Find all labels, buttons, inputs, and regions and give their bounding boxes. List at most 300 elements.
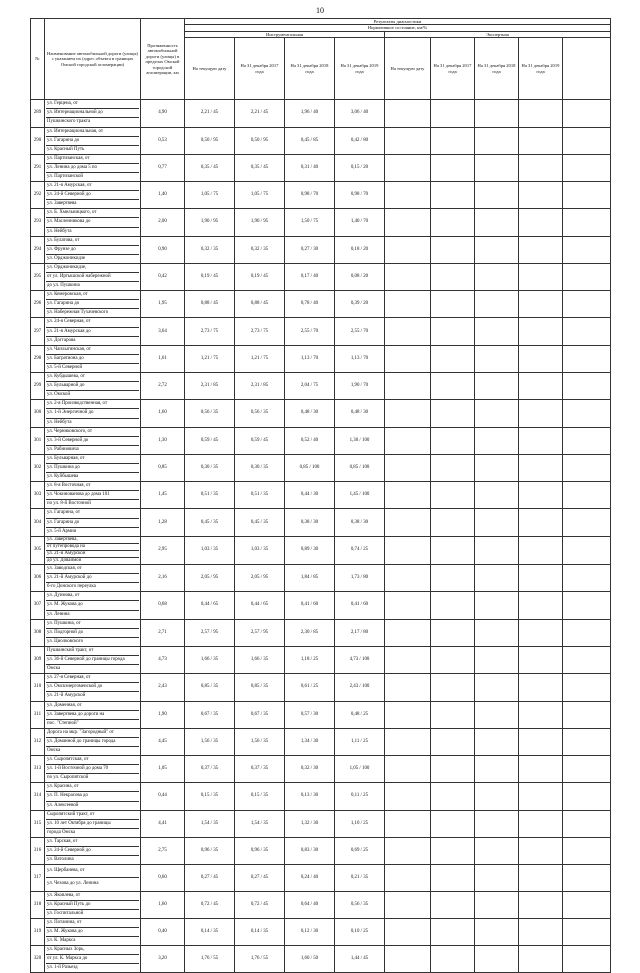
- road-name-cell: [45, 918, 141, 945]
- road-name-line: от путепровода на: [46, 544, 139, 551]
- header-num: №: [31, 19, 45, 100]
- road-name-line: ул. Орджоникидзе,: [46, 264, 139, 273]
- row-number: 297: [31, 318, 45, 345]
- road-name-line: ул. 1-й Разьезд: [47, 965, 78, 971]
- instrumental-value: 1,84 / 85: [285, 565, 335, 592]
- road-name-line: ул. Красный Путь: [47, 146, 85, 152]
- expert-value: [475, 619, 519, 646]
- expert-value: [475, 427, 519, 454]
- expert-value: [563, 182, 611, 209]
- road-length: 0,85: [141, 454, 185, 481]
- instrumental-value: 0,51 / 35: [185, 482, 235, 509]
- expert-value: [385, 756, 431, 783]
- expert-value: [385, 318, 431, 345]
- expert-value: [475, 701, 519, 728]
- instrumental-value: 1,21 / 75: [235, 345, 285, 372]
- road-length: 1,45: [141, 482, 185, 509]
- instrumental-value: 0,85 / 100: [335, 454, 385, 481]
- road-name-cell: [45, 756, 141, 783]
- instrumental-value: 3,06 / 40: [335, 100, 385, 127]
- instrumental-value: 2,21 / 45: [185, 100, 235, 127]
- road-name-line: ул. Бульварной до: [46, 382, 139, 391]
- expert-value: [475, 592, 519, 619]
- road-name-line: ул. Багратиона до: [46, 355, 139, 364]
- header-instrumental: Инструментальная: [185, 31, 385, 37]
- expert-value: [563, 482, 611, 509]
- header-normative: Нормативное состояние, км/%: [185, 25, 611, 31]
- expert-value: [475, 918, 519, 945]
- road-name-line: ул. Завертяева до дороги на: [46, 711, 139, 720]
- diagnostics-table: [30, 18, 611, 973]
- road-name-line: ул. Куйбышева: [47, 474, 79, 480]
- instrumental-value: 2,73 / 75: [185, 318, 235, 345]
- road-length: 2,16: [141, 565, 185, 592]
- table-row: [31, 783, 611, 810]
- row-number: 299: [31, 373, 45, 400]
- instrumental-value: 2,05 / 95: [235, 565, 285, 592]
- instrumental-value: 0,98 / 70: [335, 182, 385, 209]
- instrumental-value: 0,32 / 35: [235, 236, 285, 263]
- road-name-line: ул. Кемеровская, от: [46, 291, 139, 300]
- expert-value: [563, 756, 611, 783]
- road-name-line: ул. Завертяева,: [46, 537, 139, 544]
- instrumental-value: 1,90 / 70: [335, 373, 385, 400]
- road-name-line: ул. 5-й Армии: [47, 528, 77, 534]
- instrumental-value: 0,42 / 80: [335, 127, 385, 154]
- road-name-line: ул. М. Жукова до: [46, 601, 139, 610]
- road-name-cell: [45, 236, 141, 263]
- expert-value: [431, 373, 475, 400]
- expert-value: [475, 373, 519, 400]
- instrumental-value: 1,40 / 70: [335, 209, 385, 236]
- table-row: [31, 345, 611, 372]
- road-name-line: Пушкинский тракт, от: [46, 647, 139, 656]
- table-row: [31, 127, 611, 154]
- road-name-cell: [45, 728, 141, 755]
- instrumental-value: 1,32 / 30: [285, 810, 335, 837]
- instrumental-value: 0,41 / 60: [285, 592, 335, 619]
- header-2019-instrumental: На 31 декабря 2019 года: [335, 38, 385, 100]
- expert-value: [519, 100, 563, 127]
- road-name-line: ул. Госпитальной: [47, 910, 84, 916]
- road-name-line: ул. Ленина до дома 5 по: [46, 164, 139, 173]
- row-number: 289: [31, 100, 45, 127]
- header-2018-expert: На 31 декабря 2018 года: [475, 38, 519, 100]
- instrumental-value: 0,37 / 35: [185, 756, 235, 783]
- instrumental-value: 0,56 / 35: [235, 400, 285, 427]
- instrumental-value: 0,27 / 30: [285, 236, 335, 263]
- instrumental-value: 0,15 / 35: [235, 783, 285, 810]
- road-name-line: ул. Черниковского, от: [46, 428, 139, 437]
- table-row: [31, 946, 611, 973]
- road-name-line: ул. Доггарова: [47, 337, 76, 343]
- expert-value: [475, 154, 519, 181]
- instrumental-value: 0,15 / 35: [185, 783, 235, 810]
- instrumental-value: 1,90 / 95: [185, 209, 235, 236]
- road-length: 4,73: [141, 646, 185, 673]
- road-name-line: ул. Интернациональной до: [46, 109, 139, 118]
- expert-value: [385, 674, 431, 701]
- road-length: 0,42: [141, 263, 185, 290]
- instrumental-value: 0,96 / 35: [185, 837, 235, 864]
- instrumental-value: 0,41 / 60: [335, 592, 385, 619]
- expert-value: [563, 674, 611, 701]
- row-number: 302: [31, 454, 45, 481]
- road-name-line: ул. Кубдышева, от: [46, 373, 139, 382]
- road-name-line: ул. 3-й Северной до: [46, 437, 139, 446]
- road-name-line: по ул. 8-й Восточной: [47, 501, 91, 507]
- instrumental-value: 1,10 / 25: [335, 810, 385, 837]
- road-name-line: ул. Омской: [47, 392, 71, 398]
- instrumental-value: 0,24 / 40: [285, 865, 335, 891]
- instrumental-value: 0,72 / 45: [235, 891, 285, 918]
- road-name-line: ул. Красный Путь до: [46, 901, 139, 910]
- road-name-line: ул. 1-й Восточной до дома 70: [46, 765, 139, 774]
- row-number: 303: [31, 482, 45, 509]
- road-name-line: ул. Доманной до границы города: [46, 738, 139, 747]
- road-length: 4,90: [141, 100, 185, 127]
- road-length: 1,90: [141, 701, 185, 728]
- instrumental-value: 0,50 / 95: [235, 127, 285, 154]
- instrumental-value: 0,48 / 30: [285, 400, 335, 427]
- road-name-line: ул. Потанина, от: [46, 919, 139, 928]
- expert-value: [431, 837, 475, 864]
- expert-value: [519, 345, 563, 372]
- expert-value: [431, 619, 475, 646]
- instrumental-value: 0,37 / 35: [235, 756, 285, 783]
- row-number: 292: [31, 182, 45, 209]
- road-name-line: ул. Рабиновича: [47, 446, 79, 452]
- expert-value: [431, 918, 475, 945]
- expert-value: [431, 674, 475, 701]
- expert-value: [475, 236, 519, 263]
- expert-value: [563, 946, 611, 973]
- instrumental-value: 0,50 / 95: [185, 127, 235, 154]
- expert-value: [475, 783, 519, 810]
- road-name-line: ул. Орджоникидзе: [47, 255, 86, 261]
- expert-value: [563, 918, 611, 945]
- road-name-line: ул. Ленина: [47, 611, 70, 617]
- expert-value: [385, 263, 431, 290]
- instrumental-value: 0,27 / 45: [185, 865, 235, 891]
- road-length: 0,60: [141, 865, 185, 891]
- road-name-line: ул. Дуимова, от: [46, 592, 139, 601]
- instrumental-value: 0,85 / 35: [185, 674, 235, 701]
- row-number: 310: [31, 674, 45, 701]
- expert-value: [475, 400, 519, 427]
- road-name-cell: [45, 946, 141, 973]
- table-row: [31, 400, 611, 427]
- expert-value: [519, 127, 563, 154]
- instrumental-value: 2,31 / 85: [185, 373, 235, 400]
- expert-value: [385, 728, 431, 755]
- expert-value: [563, 865, 611, 891]
- road-name-line: ул. Заводская, от: [46, 565, 139, 574]
- expert-value: [563, 837, 611, 864]
- expert-value: [385, 236, 431, 263]
- expert-value: [519, 236, 563, 263]
- road-name-line: Сыропятский тракт, от: [46, 811, 139, 820]
- road-name-line: ул. Пушкина, от: [46, 620, 139, 629]
- table-row: [31, 536, 611, 564]
- instrumental-value: 0,72 / 45: [185, 891, 235, 918]
- row-number: 317: [31, 865, 45, 891]
- instrumental-value: 0,14 / 35: [185, 918, 235, 945]
- road-name-cell: [45, 646, 141, 673]
- road-name-line: ул. Ватолина: [47, 857, 74, 863]
- road-name-line: ул. Циолковского: [47, 638, 84, 644]
- row-number: 319: [31, 918, 45, 945]
- instrumental-value: 0,83 / 30: [285, 837, 335, 864]
- road-name-line: ул. Щербанева, от: [46, 865, 139, 878]
- table-row: [31, 646, 611, 673]
- instrumental-value: 1,05 / 75: [235, 182, 285, 209]
- instrumental-value: 1,90 / 95: [235, 209, 285, 236]
- table-row: [31, 209, 611, 236]
- table-row: [31, 291, 611, 318]
- road-name-line: до ул. Пушкина: [47, 283, 80, 289]
- road-name-line: ул. Доменная, от: [46, 702, 139, 711]
- road-name-line: б-го Донского переулка: [47, 584, 96, 590]
- expert-value: [563, 646, 611, 673]
- expert-value: [385, 127, 431, 154]
- header-ondate-instrumental: На текущую дату: [185, 38, 235, 100]
- instrumental-value: 0,12 / 30: [285, 918, 335, 945]
- table-row: [31, 373, 611, 400]
- header-2019-expert: На 31 декабря 2019 года: [519, 38, 563, 100]
- expert-value: [519, 509, 563, 536]
- road-name-cell: [45, 318, 141, 345]
- instrumental-value: 0,13 / 30: [285, 783, 335, 810]
- instrumental-value: 1,13 / 70: [285, 345, 335, 372]
- instrumental-value: 1,44 / 45: [335, 946, 385, 973]
- expert-value: [385, 646, 431, 673]
- instrumental-value: 0,30 / 35: [235, 454, 285, 481]
- expert-value: [475, 345, 519, 372]
- expert-value: [385, 154, 431, 181]
- expert-value: [475, 865, 519, 891]
- expert-value: [431, 100, 475, 127]
- expert-value: [385, 619, 431, 646]
- road-name-cell: [45, 509, 141, 536]
- instrumental-value: 0,08 / 20: [335, 263, 385, 290]
- expert-value: [431, 592, 475, 619]
- instrumental-value: 0,17 / 40: [285, 263, 335, 290]
- road-name-line: от ул. К. Маркса до: [46, 955, 139, 964]
- road-length: 3,20: [141, 946, 185, 973]
- expert-value: [431, 427, 475, 454]
- road-length: 1,40: [141, 182, 185, 209]
- instrumental-value: 2,17 / 80: [335, 619, 385, 646]
- road-name-line: Омска: [47, 747, 61, 753]
- page-number: 10: [316, 6, 324, 15]
- instrumental-value: 1,56 / 35: [235, 728, 285, 755]
- row-number: 306: [31, 565, 45, 592]
- instrumental-value: 4,73 / 100: [335, 646, 385, 673]
- road-name-line: ул. 2-я Производственная, от: [46, 400, 139, 409]
- expert-value: [385, 783, 431, 810]
- expert-value: [385, 400, 431, 427]
- expert-value: [563, 728, 611, 755]
- row-number: 308: [31, 619, 45, 646]
- road-length: 2,75: [141, 837, 185, 864]
- road-name-cell: [45, 865, 141, 891]
- road-name-line: ул. К. Маркса: [47, 938, 76, 944]
- row-number: 314: [31, 783, 45, 810]
- road-length: 4,45: [141, 728, 185, 755]
- road-name-line: ул. Тарская, от: [46, 838, 139, 847]
- expert-value: [519, 646, 563, 673]
- road-name-line: ул. Бульварная, от: [46, 455, 139, 464]
- expert-value: [385, 837, 431, 864]
- instrumental-value: 0,52 / 40: [285, 427, 335, 454]
- road-name-line: ул. Гагарина до: [46, 300, 139, 309]
- road-length: 2,00: [141, 209, 185, 236]
- instrumental-value: 1,34 / 30: [285, 728, 335, 755]
- road-name-line: Омска: [47, 666, 61, 672]
- road-name-cell: [45, 837, 141, 864]
- road-length: 0,90: [141, 236, 185, 263]
- instrumental-value: 0,38 / 30: [285, 509, 335, 536]
- road-name-line: ул. 21-я Амурская, от: [46, 182, 139, 191]
- expert-value: [431, 946, 475, 973]
- instrumental-value: 2,73 / 75: [235, 318, 285, 345]
- instrumental-value: 2,21 / 45: [235, 100, 285, 127]
- row-number: 312: [31, 728, 45, 755]
- instrumental-value: 0,39 / 20: [335, 291, 385, 318]
- header-length: Протяженность автомобильной дороги (улицы) в пределах Омской городской агломерации, км: [141, 19, 185, 100]
- expert-value: [475, 536, 519, 564]
- road-name-line: ул. 21-й Амурской до: [46, 574, 139, 583]
- table-row: [31, 918, 611, 945]
- header-ondate-expert: На текущую дату: [385, 38, 431, 100]
- expert-value: [519, 400, 563, 427]
- instrumental-value: 0,59 / 45: [235, 427, 285, 454]
- road-name-cell: [45, 619, 141, 646]
- expert-value: [431, 209, 475, 236]
- table-row: [31, 454, 611, 481]
- instrumental-value: 0,45 / 35: [235, 509, 285, 536]
- road-length: 2,95: [141, 536, 185, 564]
- expert-value: [563, 263, 611, 290]
- instrumental-value: 0,19 / 45: [185, 263, 235, 290]
- road-name-line: ул. Подгорной до: [46, 629, 139, 638]
- instrumental-value: 0,64 / 40: [285, 891, 335, 918]
- row-number: 300: [31, 400, 45, 427]
- expert-value: [563, 454, 611, 481]
- expert-value: [431, 127, 475, 154]
- road-length: 2,43: [141, 674, 185, 701]
- instrumental-value: 0,14 / 35: [235, 918, 285, 945]
- road-name-cell: [45, 482, 141, 509]
- expert-value: [563, 100, 611, 127]
- expert-value: [475, 127, 519, 154]
- row-number: 309: [31, 646, 45, 673]
- expert-value: [519, 454, 563, 481]
- expert-value: [385, 701, 431, 728]
- expert-value: [519, 482, 563, 509]
- table-row: [31, 427, 611, 454]
- instrumental-value: 0,61 / 25: [285, 674, 335, 701]
- road-name-line: ул. Чехова до ул. Ленина: [47, 881, 99, 887]
- table-row: [31, 674, 611, 701]
- expert-value: [475, 810, 519, 837]
- instrumental-value: 0,35 / 45: [235, 154, 285, 181]
- expert-value: [563, 536, 611, 564]
- table-row: [31, 592, 611, 619]
- expert-value: [385, 918, 431, 945]
- expert-value: [563, 318, 611, 345]
- road-name-cell: [45, 701, 141, 728]
- expert-value: [431, 236, 475, 263]
- road-name-cell: [45, 565, 141, 592]
- road-name-line: ул. 5-й Северной: [47, 364, 83, 370]
- instrumental-value: 1,76 / 55: [185, 946, 235, 973]
- road-name-line: пос. "Степной": [47, 720, 79, 726]
- row-number: 298: [31, 345, 45, 372]
- expert-value: [431, 810, 475, 837]
- expert-value: [385, 291, 431, 318]
- row-number: 291: [31, 154, 45, 181]
- table-row: [31, 837, 611, 864]
- expert-value: [431, 263, 475, 290]
- instrumental-value: 1,96 / 40: [285, 100, 335, 127]
- expert-value: [385, 536, 431, 564]
- road-name-line: по ул. Сыропятской: [47, 775, 89, 781]
- header-2018-instrumental: На 31 декабря 2018 года: [285, 38, 335, 100]
- instrumental-value: 2,05 / 95: [185, 565, 235, 592]
- road-length: 4,41: [141, 810, 185, 837]
- road-name-line: ул. Красных Зорь,: [46, 946, 139, 955]
- header-expert: Экспертная: [385, 31, 611, 37]
- road-name-cell: [45, 400, 141, 427]
- expert-value: [475, 646, 519, 673]
- expert-value: [431, 182, 475, 209]
- expert-value: [519, 373, 563, 400]
- table-row: [31, 756, 611, 783]
- expert-value: [563, 291, 611, 318]
- expert-value: [385, 482, 431, 509]
- expert-value: [519, 536, 563, 564]
- header-expert-spacer: [563, 38, 611, 100]
- row-number: 301: [31, 427, 45, 454]
- instrumental-value: 2,57 / 95: [235, 619, 285, 646]
- expert-value: [519, 318, 563, 345]
- expert-value: [431, 536, 475, 564]
- instrumental-value: 0,27 / 45: [235, 865, 285, 891]
- expert-value: [431, 509, 475, 536]
- table-row: [31, 482, 611, 509]
- instrumental-value: 1,18 / 25: [285, 646, 335, 673]
- expert-value: [563, 592, 611, 619]
- expert-value: [431, 454, 475, 481]
- road-name-line: ул. Партизанская, от: [46, 155, 139, 164]
- expert-value: [563, 810, 611, 837]
- instrumental-value: 1,03 / 35: [235, 536, 285, 564]
- table-row: [31, 236, 611, 263]
- road-length: 2,71: [141, 619, 185, 646]
- expert-value: [519, 756, 563, 783]
- table-body: [31, 100, 611, 973]
- road-length: 1,60: [141, 891, 185, 918]
- instrumental-value: 0,59 / 45: [185, 427, 235, 454]
- table-row: [31, 318, 611, 345]
- road-name-line: ул. Гагарина до: [46, 519, 139, 528]
- instrumental-value: 0,21 / 35: [335, 865, 385, 891]
- instrumental-value: 0,32 / 30: [285, 756, 335, 783]
- table-row: [31, 182, 611, 209]
- table-row: [31, 728, 611, 755]
